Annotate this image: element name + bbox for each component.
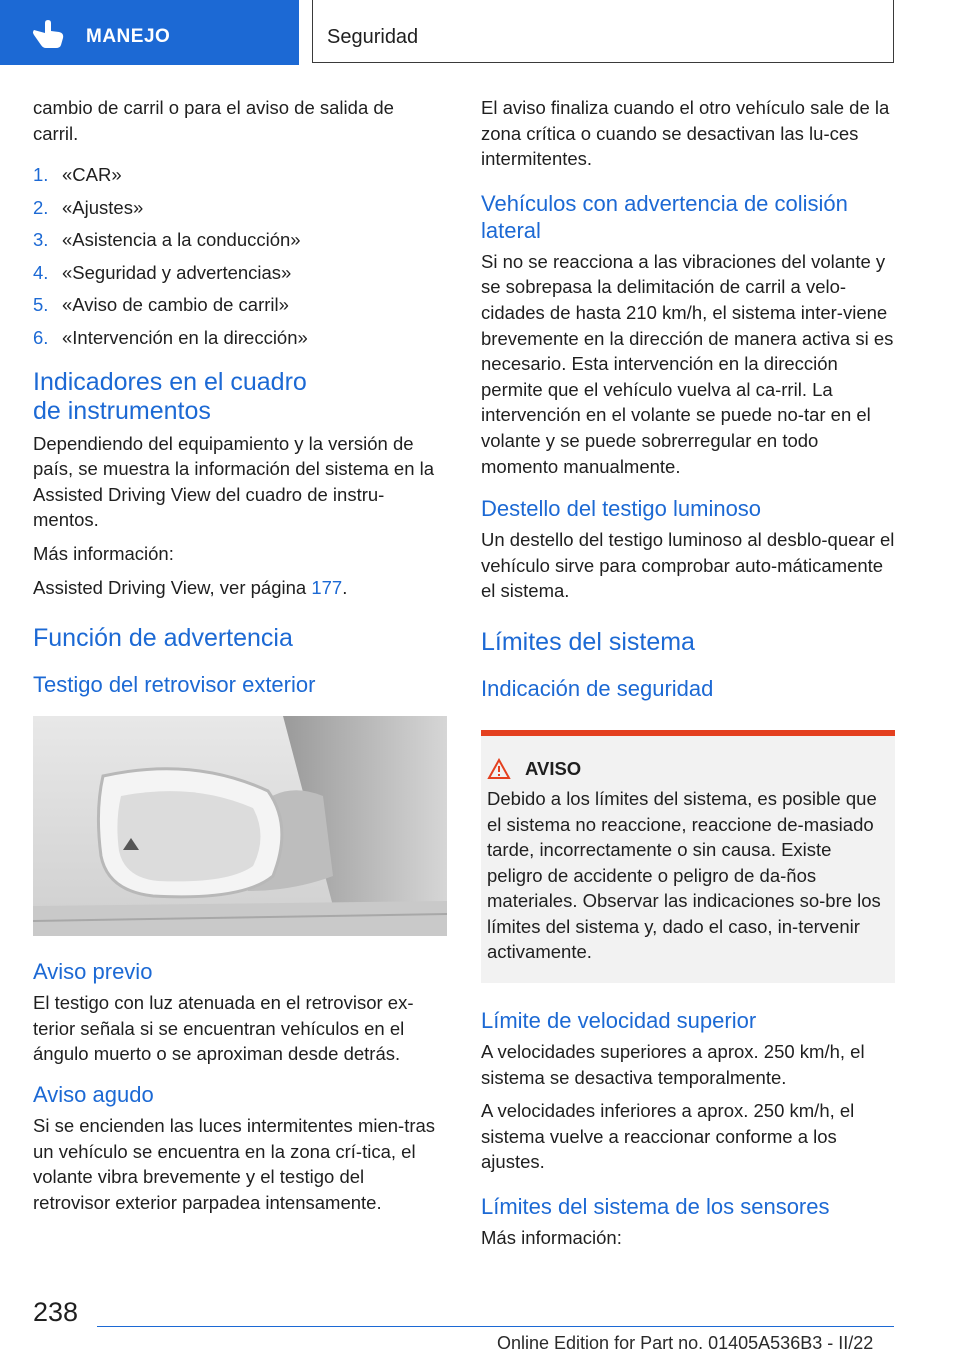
more-info-label: Más información: <box>33 543 174 565</box>
page-reference-link[interactable]: 177 <box>311 576 343 598</box>
step-text: «Ajustes» <box>62 196 144 218</box>
sensor-limits-paragraph: Más información: <box>481 1227 622 1249</box>
system-limits-heading: Límites del sistema <box>481 627 695 656</box>
speed-limit-paragraph-2: A velocidades inferiores a aprox. 250 km/h, el sistema vuelve a reaccionar conforme a los ajustes. <box>481 1100 855 1173</box>
step-number: 5. <box>33 294 49 316</box>
step-number: 2. <box>33 196 49 218</box>
step-text: «CAR» <box>62 164 122 186</box>
reference-text: Assisted Driving View, ver página <box>33 576 312 598</box>
pointing-hand-icon <box>32 20 66 48</box>
indicators-paragraph: Dependiendo del equipamiento y la versión de país, se muestra la información del sistema en la Assisted Driving View del cuadro de instru‐mentos. <box>33 432 435 531</box>
acute-warning-paragraph: Si se encienden las luces intermitentes mien‐tras un vehículo se encuentra en la zona crí‐tica, el volante vibra brevemente y el testigo del retrovisor exterior parpadea intensamente. <box>33 1115 436 1213</box>
list-item <box>33 195 443 220</box>
speed-limit-heading: Límite de velocidad superior <box>481 1008 757 1034</box>
step-text: «Intervención en la dirección» <box>62 326 308 348</box>
section-tab <box>0 0 299 65</box>
warning-box <box>481 730 895 983</box>
light-flash-paragraph: Un destello del testigo luminoso al desblo‐quear el vehículo sirve para comprobar auto‐máticamente el sistema. <box>481 529 895 602</box>
preview-warning-paragraph: El testigo con luz atenuada en el retrovisor ex‐terior señala si se encuentran vehículos en el ángulo muerto o se aproximan desde detrás. <box>33 992 414 1065</box>
step-number: 1. <box>33 164 49 186</box>
warning-text: Debido a los límites del sistema, es posible que el sistema no reaccione, reaccione de‐masiado tarde, incorrectamente o sin causa. Existe peligro de accidente o peligro de da‐ños materiales. Observar las indicaciones so‐bre los límites del sistema y, dado el caso, in‐tervenir activamente. <box>487 787 881 963</box>
edition-footer: Online Edition for Part no. 01405A536B3 - II/22 <box>497 1333 874 1353</box>
step-text: «Seguridad y advertencias» <box>62 261 292 283</box>
warning-function-heading: Función de advertencia <box>33 624 293 653</box>
list-item <box>33 260 443 285</box>
left-column <box>33 95 443 1223</box>
chapter-title: Seguridad <box>327 26 419 48</box>
warning-triangle-icon <box>487 758 511 780</box>
cross-reference <box>33 575 443 601</box>
warning-header <box>487 758 887 780</box>
right-column <box>481 95 895 1259</box>
light-flash-heading: Destello del testigo luminoso <box>481 496 762 522</box>
reference-end: . <box>342 576 348 598</box>
step-number: 3. <box>33 229 49 251</box>
list-item <box>33 227 443 252</box>
preview-warning-heading: Aviso previo <box>33 959 153 985</box>
footer-divider <box>97 1326 894 1327</box>
list-item <box>33 162 443 187</box>
chapter-header <box>312 0 894 63</box>
indicators-heading: Indicadores en el cuadro de instrumentos <box>33 367 307 425</box>
sensor-limits-heading: Límites del sistema de los sensores <box>481 1194 830 1220</box>
side-collision-paragraph: Si no se reacciona a las vibraciones del volante y se sobrepasa la delimitación de carril a velo‐cidades de hasta 210 km/h, el sistema inter‐viene brevemente en la dirección de manera activa si es necesario. Esta intervención en la dirección permite que el vehículo vuelva al ca‐rril. La intervención en el volante se puede no‐tar en el volante y se puede sobrerregular en todo momento manualmente. <box>481 250 894 477</box>
warning-end-paragraph: El aviso finaliza cuando el otro vehículo sale de la zona crítica o cuando se desactivan las lu‐ces intermitentes. <box>481 97 890 170</box>
section-label: MANEJO <box>86 26 171 47</box>
page-number: 238 <box>33 1297 79 1327</box>
safety-note-heading: Indicación de seguridad <box>481 675 714 701</box>
list-item <box>33 292 443 317</box>
step-text: «Asistencia a la conducción» <box>62 229 301 251</box>
list-item <box>33 325 443 350</box>
speed-limit-paragraph-1: A velocidades superiores a aprox. 250 km/h, el sistema se desactiva temporalmente. <box>481 1041 865 1088</box>
intro-paragraph: cambio de carril o para el aviso de salida de carril. <box>33 97 394 144</box>
menu-steps-list <box>33 162 443 350</box>
step-number: 4. <box>33 261 49 283</box>
warning-title: AVISO <box>525 757 582 779</box>
step-text: «Aviso de cambio de carril» <box>62 294 289 316</box>
step-number: 6. <box>33 326 49 348</box>
acute-warning-heading: Aviso agudo <box>33 1082 154 1108</box>
side-mirror-illustration <box>33 716 447 936</box>
side-collision-heading: Vehículos con advertencia de colisión lateral <box>481 190 848 243</box>
mirror-indicator-heading: Testigo del retrovisor exterior <box>33 672 316 698</box>
